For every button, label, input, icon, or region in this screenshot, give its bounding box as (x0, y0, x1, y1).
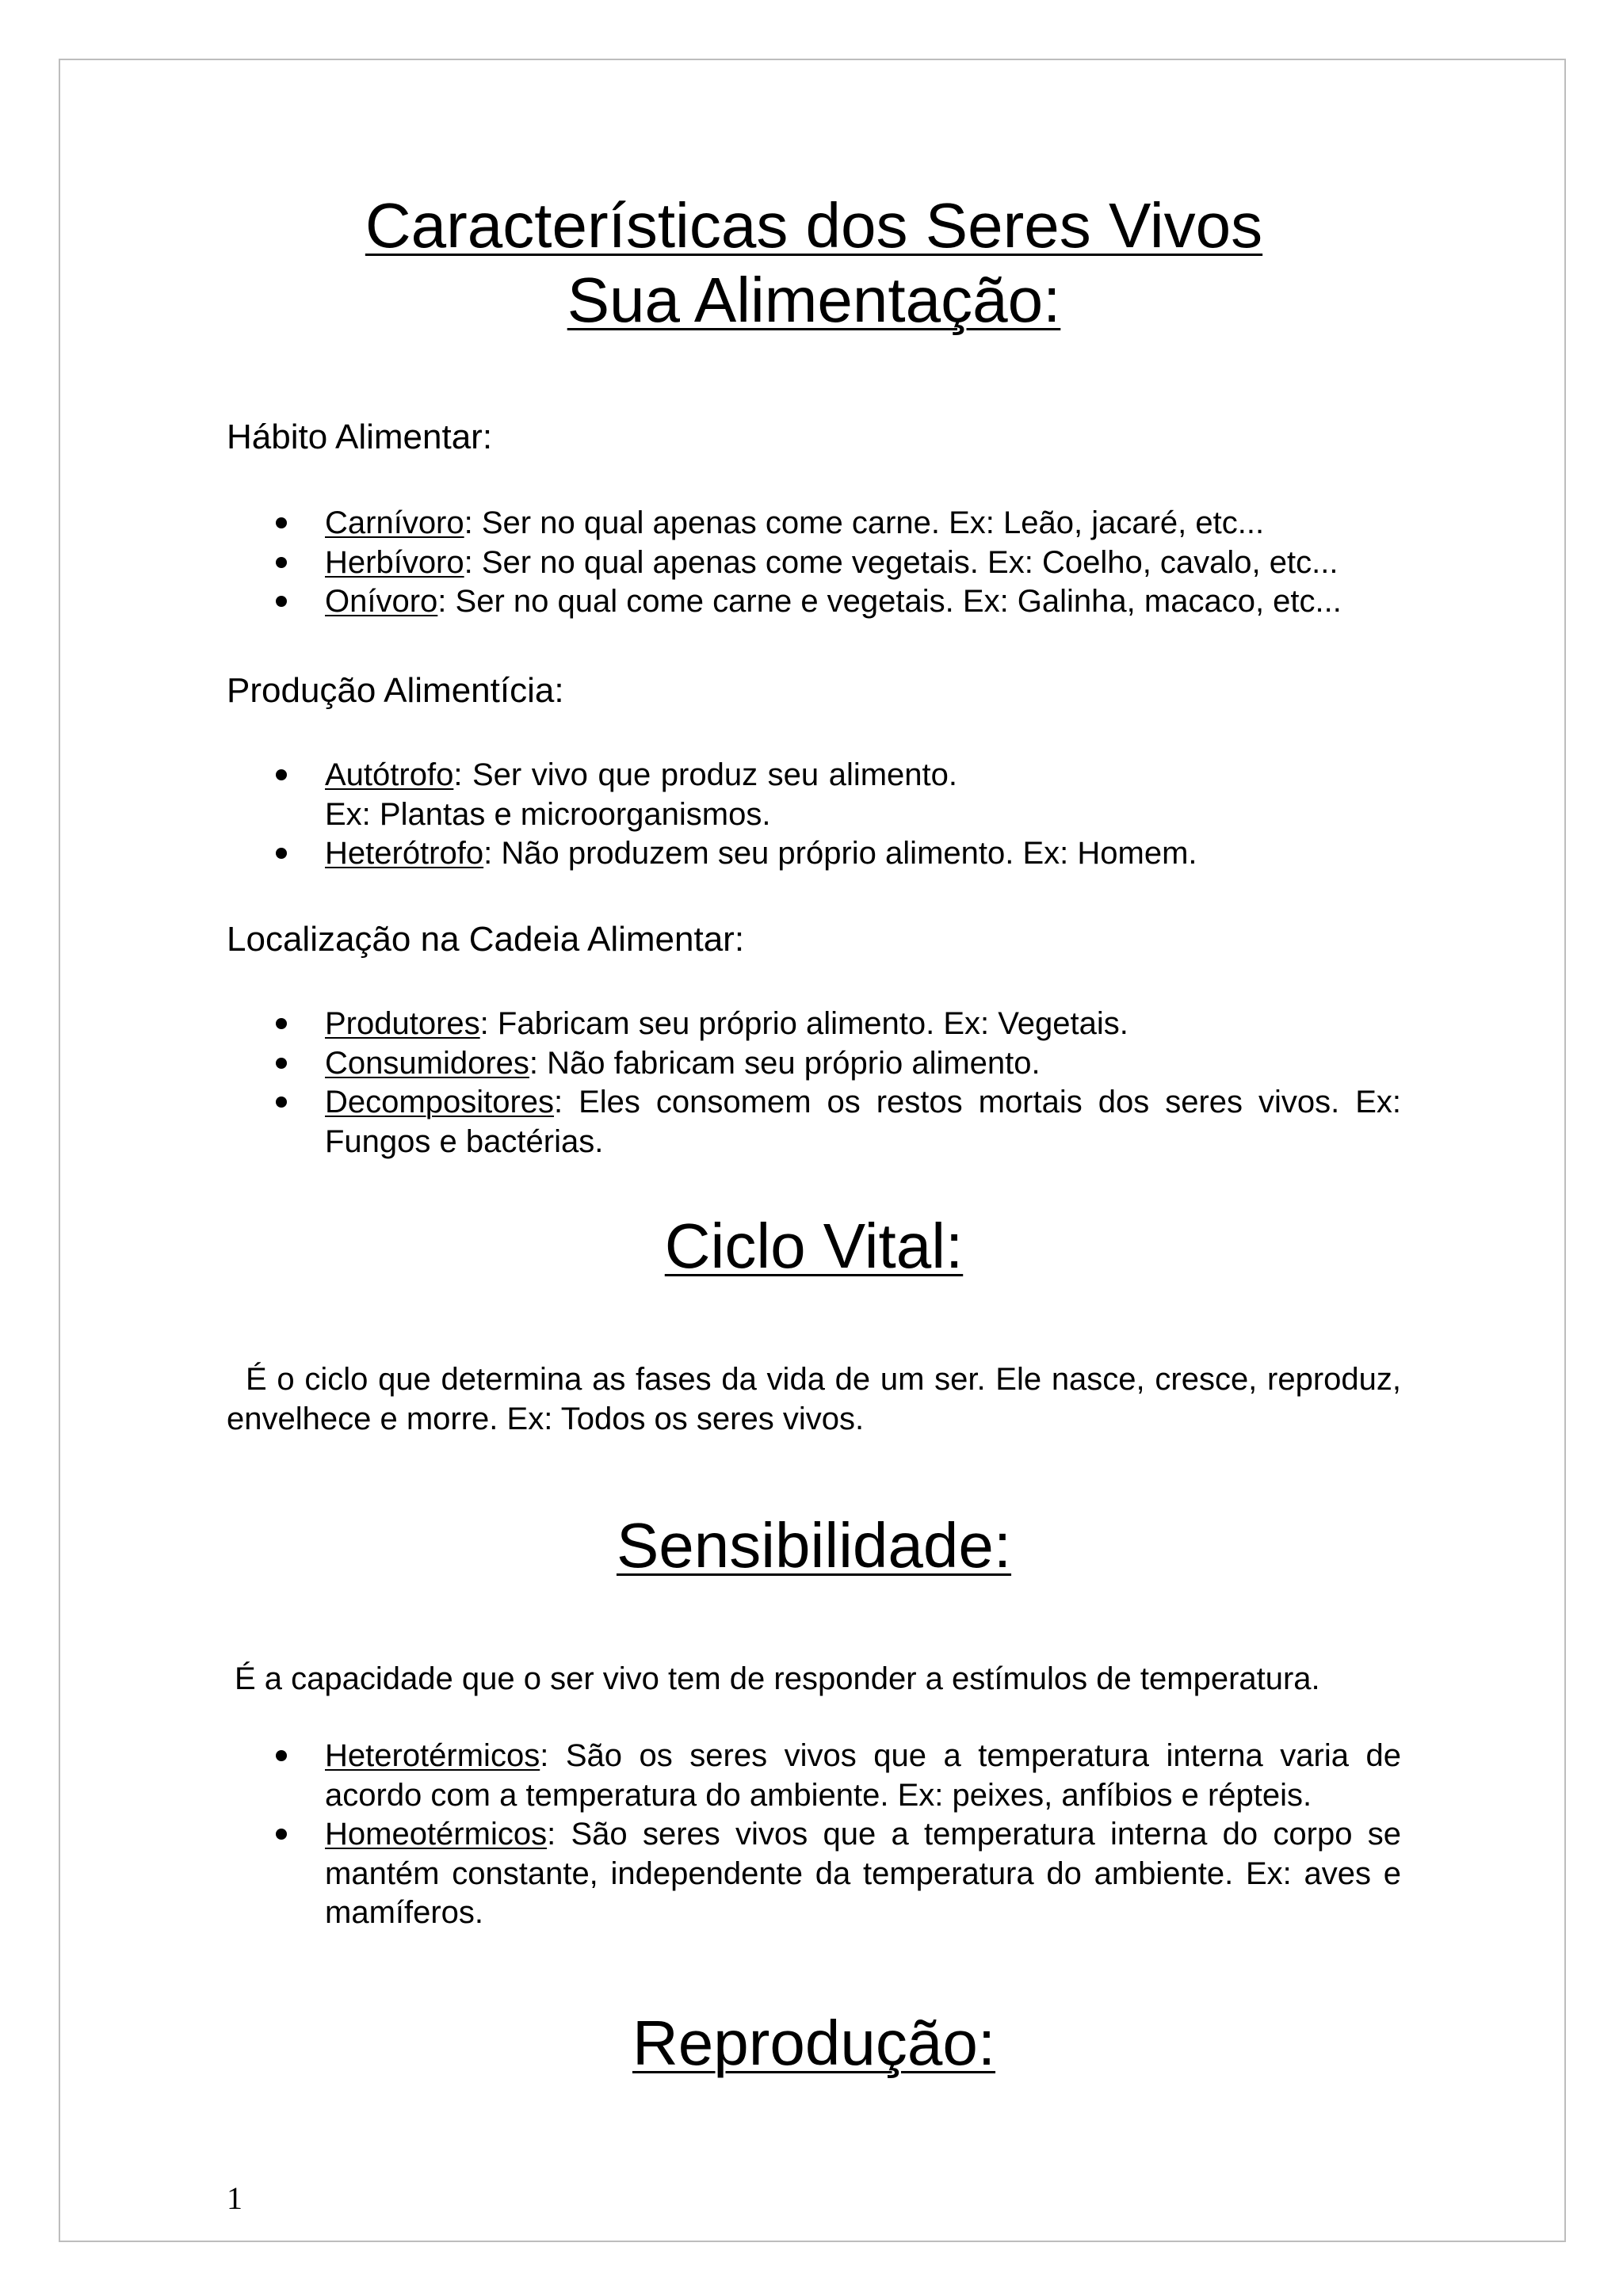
heading-food-chain: Localização na Cadeia Alimentar: (227, 920, 745, 959)
bullet-icon (276, 596, 287, 607)
list-item (227, 1083, 1401, 1161)
term: Autótrofo (325, 757, 454, 792)
list-item (227, 834, 1401, 874)
definition: : Ser vivo que produz seu alimento. Ex: Plantas e microorganismos. (325, 757, 957, 832)
definition: : Ser no qual apenas come vegetais. Ex: Coelho, cavalo, etc... (464, 544, 1338, 580)
list-item (227, 1815, 1401, 1933)
reproduction-heading (227, 2006, 1401, 2081)
title-line-1: Características dos Seres Vivos (365, 190, 1263, 261)
term: Herbívoro (325, 544, 464, 580)
food-chain-list (227, 1005, 1401, 1161)
bullet-icon (276, 848, 287, 859)
habit-list (227, 504, 1401, 622)
section-title: Sensibilidade: (616, 1510, 1012, 1581)
list-item (227, 582, 1401, 622)
term: Produtores (325, 1006, 480, 1041)
definition: : São os seres vivos que a temperatura interna varia de acordo com a temperatura do ambiente. Ex: peixes, anfíbios e répteis. (325, 1738, 1401, 1813)
term: Heterotérmicos (325, 1738, 540, 1773)
section-title: Ciclo Vital: (664, 1211, 964, 1281)
term: Onívoro (325, 584, 438, 619)
list-item (227, 1005, 1401, 1044)
sensitivity-text: É a capacidade que o ser vivo tem de responder a estímulos de temperatura. (235, 1661, 1320, 1696)
bullet-icon (276, 1058, 287, 1069)
definition: : Não produzem seu próprio alimento. Ex: Homem. (483, 836, 1197, 871)
list-item (227, 504, 1401, 543)
definition: : Eles consomem os restos mortais dos seres vivos. Ex: Fungos e bactérias. (325, 1085, 1401, 1159)
title-line-2: Sua Alimentação: (567, 265, 1061, 335)
term: Homeotérmicos (325, 1817, 548, 1852)
production-list (227, 756, 1401, 874)
page-number: 1 (227, 2180, 242, 2216)
bullet-icon (276, 557, 287, 568)
definition: : São seres vivos que a temperatura interna do corpo se mantém constante, independente da temperatura do ambiente. Ex: aves e mamíferos. (325, 1817, 1401, 1930)
list-item (227, 756, 1401, 834)
term: Heterótrofo (325, 836, 484, 871)
heading-habit: Hábito Alimentar: (227, 418, 493, 456)
term: Consumidores (325, 1045, 529, 1081)
list-item (227, 1044, 1401, 1084)
life-cycle-heading (227, 1209, 1401, 1283)
sensitivity-heading (227, 1508, 1401, 1583)
bullet-icon (276, 769, 287, 780)
bullet-icon (276, 1097, 287, 1108)
life-cycle-text: É o ciclo que determina as fases da vida de um ser. Ele nasce, cresce, reproduz, envelhece e morre. Ex: Todos os seres vivos. (227, 1362, 1401, 1436)
bullet-icon (276, 517, 287, 528)
list-item (227, 1737, 1401, 1815)
definition: : Ser no qual come carne e vegetais. Ex: Galinha, macaco, etc... (437, 584, 1342, 619)
document-title (227, 189, 1401, 338)
bullet-icon (276, 1750, 287, 1761)
bullet-icon (276, 1018, 287, 1029)
heading-production: Produção Alimentícia: (227, 671, 564, 710)
definition: : Ser no qual apenas come carne. Ex: Leão, jacaré, etc... (464, 505, 1265, 540)
definition: : Não fabricam seu próprio alimento. (529, 1045, 1041, 1081)
term: Carnívoro (325, 505, 464, 540)
section-title: Reprodução: (632, 2008, 996, 2078)
list-item (227, 543, 1401, 583)
bullet-icon (276, 1829, 287, 1840)
sensitivity-list (227, 1737, 1401, 1933)
definition: : Fabricam seu próprio alimento. Ex: Vegetais. (479, 1006, 1128, 1041)
term: Decompositores (325, 1085, 555, 1119)
